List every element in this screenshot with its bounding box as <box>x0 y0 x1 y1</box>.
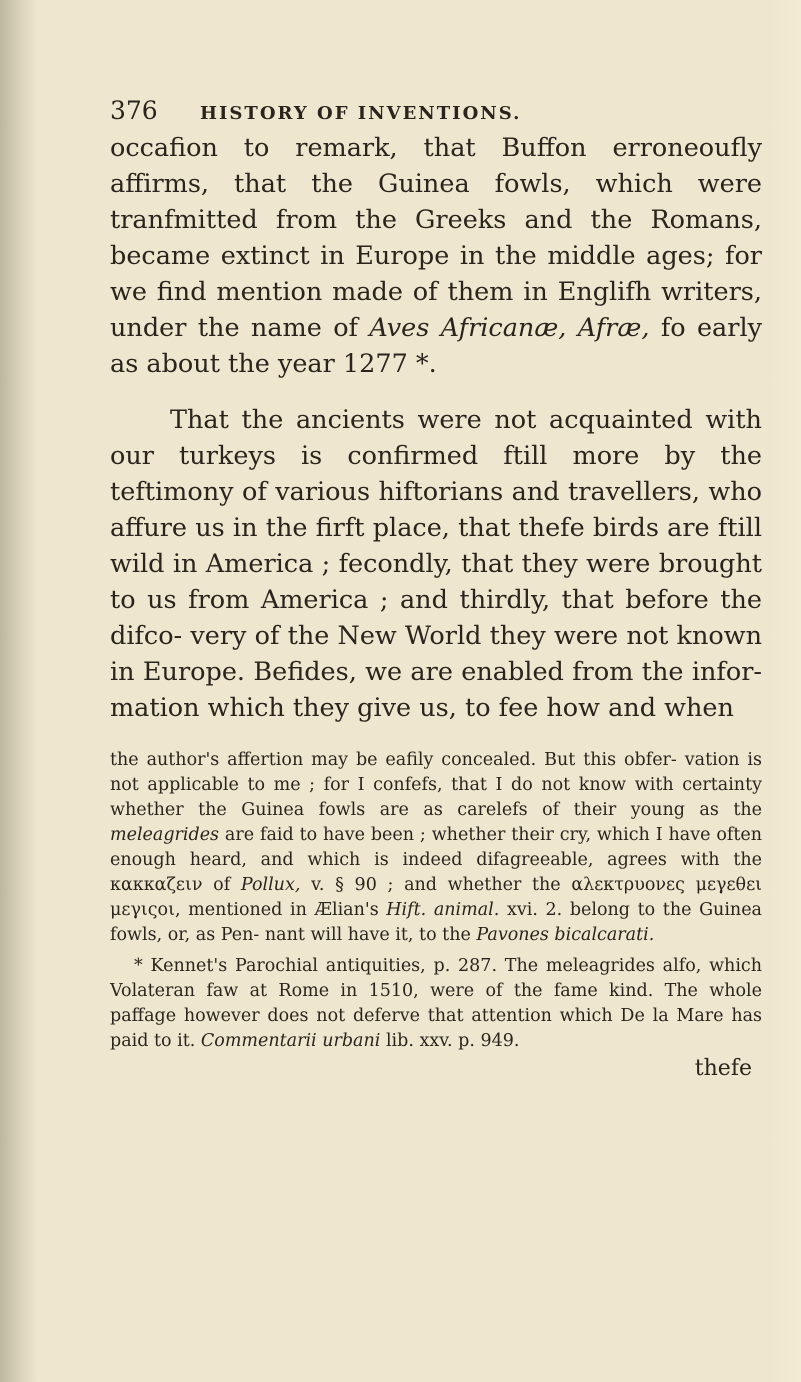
footnotes <box>110 748 762 1054</box>
footnote-italic-5: Commentarii urbani <box>200 1031 381 1051</box>
running-head <box>110 96 762 130</box>
footnote-italic-3: Hift. animal. <box>386 900 500 920</box>
running-title: HISTORY OF INVENTIONS. <box>200 103 522 124</box>
footnote-continued: the author's affertion may be eafily concealed. But this obfer- vation is not applicable to me ; for I confefs, that I do not know with certainty whether the Guinea fowls are as carelefs of their young as the meleagrides are faid to have been ; whether their cry, which I have often enough heard, and which is indeed difagreeable, agrees with the κακκαζειν of Pollux, v. § 90 ; and whether the αλεκτρυονες μεγεθει μεγιςοι, mentioned in Ælian's Hift. animal. xvi. 2. belong to the Guinea fowls, or, as Pen- nant will have it, to the Pavones bicalcarati. <box>110 750 763 945</box>
latin-term: Aves Africanæ, Afræ, <box>369 313 650 343</box>
page-edge-shadow <box>0 0 38 1382</box>
book-page <box>110 96 762 1081</box>
footnote-italic-2: Pollux, <box>240 875 301 895</box>
body-text <box>110 130 762 726</box>
footnote-star: * Kennet's Parochial antiquities, p. 287. The meleagrides alfo, which Volateran faw at Rome in 1510, were of the fame kind. The whole paffage however does not deferve that attention which De la Mare has paid to it. Commentarii urbani lib. xxv. p. 949. <box>110 956 762 1051</box>
catchword: thefe <box>694 1056 752 1081</box>
page-edge-right <box>771 0 801 1382</box>
paragraph-1: occafion to remark, that Buffon erroneoufly affirms, that the Guinea fowls, which were tranfmitted from the Greeks and the Romans, became extinct in Europe in the middle ages; for we find mention made of them in Englifh writers, under the name of Aves Africanæ, Afræ, fo early as about the year 1277 *. <box>110 133 763 379</box>
footnote-italic-4: Pavones bicalcarati. <box>476 925 655 945</box>
paragraph-2: That the ancients were not acquainted with our turkeys is confirmed ftill more by the teftimony of various hiftorians and travellers, who affure us in the firft place, that thefe birds are ftill wild in America ; fecondly, that they were brought to us from America ; and thirdly, that before the difco- very of the New World they were not known in Europe. Befides, we are enabled from the infor- mation which they give us, to fee how and when <box>110 405 762 723</box>
footnote-italic-1: meleagrides <box>110 825 220 845</box>
page-number: 376 <box>110 96 158 125</box>
